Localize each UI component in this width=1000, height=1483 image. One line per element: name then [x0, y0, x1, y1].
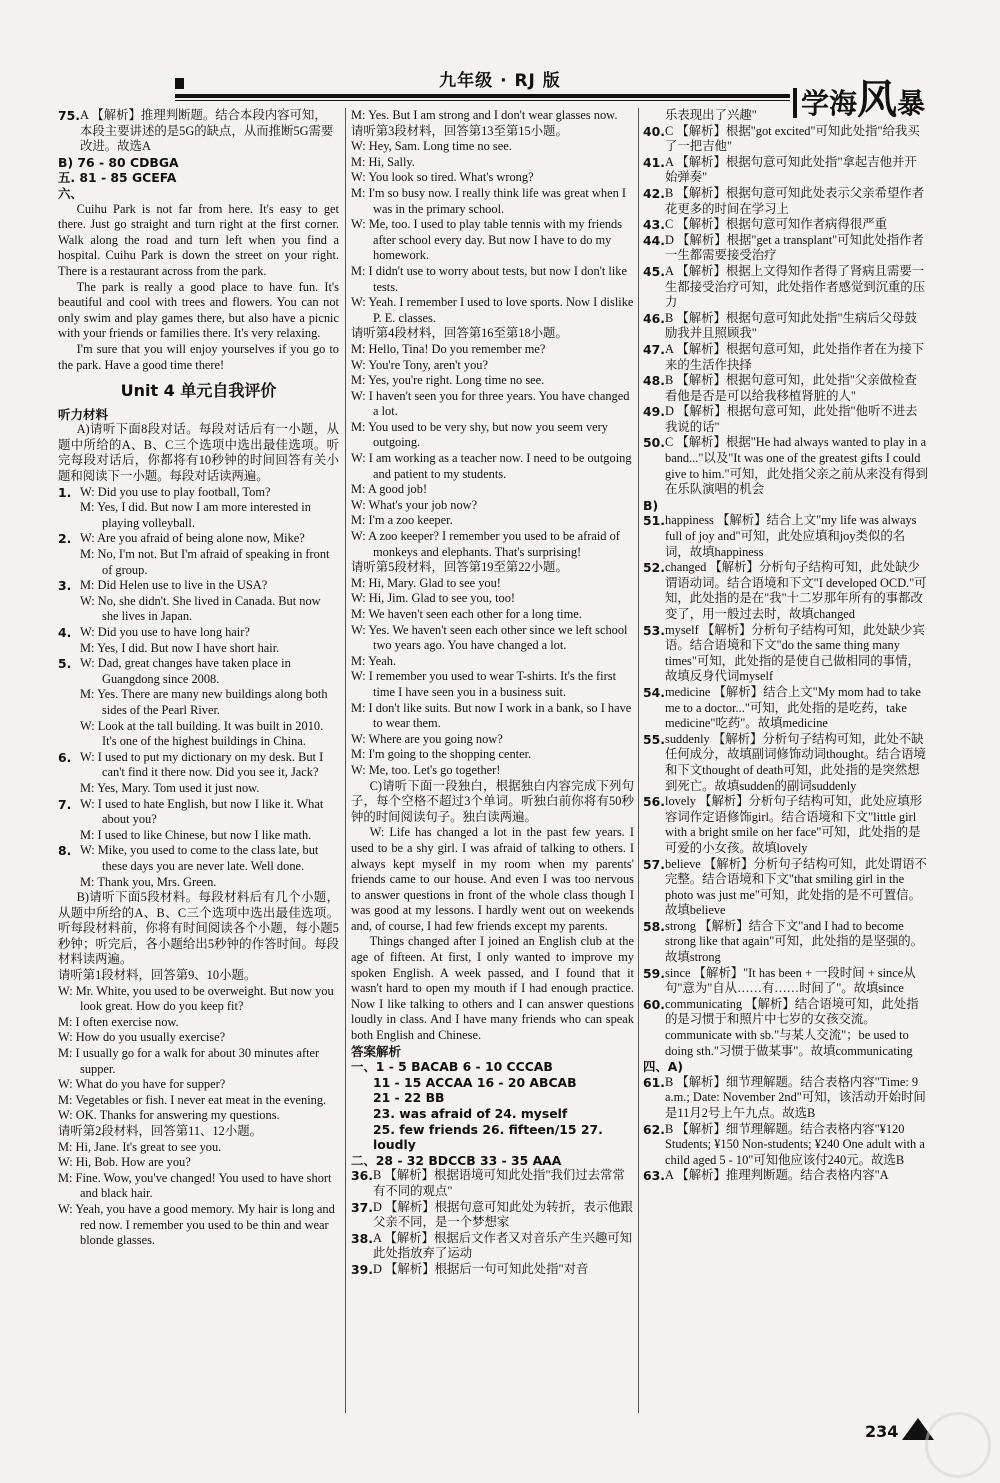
answers-heading: 答案解析	[351, 1043, 402, 1059]
dialog-body	[80, 531, 339, 578]
explanation-text: C 【解析】根据"He had always wanted to play in a band..."以及"It was one of the greatest gifts I could give to him."可知，此处指父亲之前从来没有得到在乐队演唱的机会	[665, 435, 928, 497]
explanation-item	[643, 404, 928, 435]
section-c-instructions: C)请听下面一段独白，根据独白内容完成下列句子，每个空格不超过3个单词。听独白前你将有50秒钟的时间阅读句子。独白读两遍。	[351, 778, 634, 824]
question-number: 59.	[643, 965, 665, 981]
monologue-paragraph: Things changed after I joined an English club at the age of fifteen. At first, I only wanted to improve my spoken English. A week passed, and I found that it wasn't hard to open my mouth if I had enough practice. Now I like talking to others and I can answer questions loudly in class. And I have many friends who can speak both English and Chinese.	[351, 934, 634, 1043]
explanation-text: A 【解析】根据句意可知，此处指作者在为接下来的生活作抉择	[665, 341, 925, 372]
explanation-text: strong 【解析】结合下文"and I had to become strong like that again"可知，此处指的是坚强的。故填strong	[665, 918, 924, 965]
answer-line-b: B) 76 - 80 CDBGA	[58, 154, 179, 170]
explanation-item	[643, 857, 928, 919]
section-a-instructions: A)请听下面8段对话。每段对话后有一小题，从题中所给的A、B、C三个选项中选出最佳选项。听完每段对话后，你都将有10秒钟的时间回答有关小题和阅读下一小题。每段对话读两遍。	[58, 422, 339, 484]
question-number: 48.	[643, 373, 665, 389]
unit-title: Unit 4 单元自我评价	[120, 381, 277, 401]
header-rule	[175, 94, 790, 98]
material-heading: 请听第2段材料，回答第11、12小题。	[58, 1124, 262, 1138]
question-number: 42.	[643, 185, 665, 201]
dialog-body	[80, 750, 339, 797]
answer-line: 二、28 - 32 BDCCB 33 - 35 AAA	[351, 1152, 562, 1168]
explanation-item	[643, 794, 928, 856]
explanation-text: B 【解析】根据句意可知此处指"生病后父母鼓励我并且照顾我"	[665, 310, 917, 341]
dialog-line: M: Hi, Sally.	[351, 154, 415, 169]
dialog-line: M: I'm going to the shopping center.	[351, 747, 532, 762]
dialog-item	[58, 578, 339, 625]
answer-line: 一、1 - 5 BACAB 6 - 10 CCCAB	[351, 1059, 553, 1075]
header-rule-thin	[175, 100, 790, 101]
question-number: 57.	[643, 856, 665, 872]
column-divider-1	[345, 108, 346, 1413]
dialog-list	[58, 485, 339, 890]
explanation-text: A 【解析】推理判断题。结合表格内容"A	[665, 1168, 889, 1183]
essay-paragraph: I'm sure that you will enjoy yourselves if you go to the park. Have a good time there!	[58, 341, 339, 372]
material-5-lines	[351, 576, 634, 779]
dialog-line: W: Hi, Bob. How are you?	[58, 1155, 191, 1170]
explanation-item	[643, 997, 928, 1059]
dialog-line: W: Mike, you used to come to the class late, but these days you are never late. Well done.	[80, 843, 319, 873]
column-divider-2	[638, 108, 639, 1413]
brand-text-left: 学海	[801, 87, 858, 120]
dialog-line: M: We haven't seen each other for a long time.	[351, 607, 582, 621]
answer-line: 23. was afraid of 24. myself	[373, 1106, 568, 1121]
dialog-item	[58, 656, 339, 750]
listening-heading: 听力材料	[58, 406, 109, 422]
explanation-item	[643, 155, 928, 186]
dialog-item	[58, 625, 339, 656]
monologue-paragraph: W: Life has changed a lot in the past few years. I used to be a shy girl. I was afraid of talking to others. I always kept myself in my room when my parents' friends came to our house. And even I was too nervous to answer questions in front of the whole class though I was good at my lessons. I hardly went out on weekends and, of course, I had few friends except my parents.	[351, 825, 634, 933]
dialog-line: W: How do you usually exercise?	[58, 1030, 226, 1045]
material-3-lines	[351, 139, 634, 326]
dialog-line: W: Me, too. Let's go together!	[351, 762, 501, 777]
dialog-line: M: You used to be very shy, but now you seem very outgoing.	[351, 419, 608, 450]
explanation-item	[643, 623, 928, 685]
dialog-line: M: No, I'm not. But I'm afraid of speaking in front of group.	[80, 547, 330, 577]
dialog-line: W: Hey, Sam. Long time no see.	[351, 139, 512, 154]
question-number: 36.	[351, 1168, 373, 1184]
dialog-line: W: Are you afraid of being alone now, Mike?	[80, 531, 305, 546]
explanation-item	[643, 264, 928, 311]
material-2-continued	[351, 108, 634, 124]
question-number: 50.	[643, 435, 665, 451]
fill-explanations	[643, 513, 928, 1059]
explanation-text: A 【解析】根据后文作者又对音乐产生兴趣可知此处指放弃了运动	[373, 1230, 633, 1261]
material-heading: 请听第3段材料，回答第13至第15小题。	[351, 123, 568, 138]
explanation-item	[643, 342, 928, 373]
watermark-seal	[925, 1412, 991, 1478]
dialog-number: 1.	[58, 484, 72, 500]
explanation-item	[643, 186, 928, 217]
dialog-body	[80, 625, 339, 656]
dialog-line: W: Me, too. I used to play table tennis with my friends after school every day. But now I have to do my homework.	[351, 217, 623, 263]
dialog-line: W: A zoo keeper? I remember you used to be afraid of monkeys and elephants. That's surprising!	[351, 529, 620, 559]
explanation-text: communicating 【解析】结合语境可知，此处指的是习惯于和照片中七岁的女孩交流。communicate with sb."与某人交流"；be used to doing sth."习惯于做某事"。故填communicating	[665, 996, 919, 1058]
dialog-line: M: Did Helen use to live in the USA?	[80, 578, 268, 593]
material-2-lines	[58, 1140, 339, 1249]
dialog-line: M: I often exercise now.	[58, 1014, 179, 1029]
dialog-number: 4.	[58, 625, 72, 640]
dialog-line: W: No, she didn't. She lived in Canada. But now she lives in Japan.	[80, 593, 321, 624]
question-number: 55.	[643, 731, 665, 747]
dialog-line: W: What do you have for supper?	[58, 1077, 226, 1092]
dialog-line: M: Yeah.	[351, 653, 397, 668]
dialog-line: M: Thank you, Mrs. Green.	[80, 874, 217, 889]
question-number: 45.	[643, 263, 665, 279]
dialog-line: M: Fine. Wow, you've changed! You used to have short and black hair.	[58, 1170, 332, 1201]
explanation-item	[643, 685, 928, 732]
dialog-line: M: Hello, Tina! Do you remember me?	[351, 341, 546, 356]
explanation-item	[643, 373, 928, 404]
essay-paragraph: The park is really a good place to have fun. It's beautiful and cool with trees and flowers. You can not only swim and play games there, but also have a picnic with your friends or families there. It's very relaxing.	[58, 279, 339, 341]
explanation-item	[643, 513, 928, 560]
dialog-item	[58, 843, 339, 890]
dialog-line: M: Vegetables or fish. I never eat meat in the evening.	[58, 1092, 327, 1107]
explanation-text: A 【解析】根据句意可知此处指"拿起吉他并开始弹奏"	[665, 154, 917, 185]
dialog-line: W: You look so tired. What's wrong?	[351, 170, 534, 185]
section-si-label: 四、A)	[643, 1059, 684, 1075]
dialog-line: W: OK. Thanks for answering my questions.	[58, 1108, 280, 1123]
question-number: 43.	[643, 217, 665, 233]
header-title: 九年级 · RJ 版	[439, 71, 561, 91]
brand-text-big: 风	[857, 76, 898, 123]
dialog-line: W: Yeah, you have a good memory. My hair is long and red now. I remember you used to be thin and wear blonde glasses.	[58, 1201, 335, 1248]
explanation-item	[643, 124, 928, 155]
dialog-body	[80, 485, 339, 532]
dialog-body	[80, 843, 339, 890]
dialog-number: 7.	[58, 796, 72, 812]
question-number: 61.	[643, 1074, 665, 1090]
middle-explanations	[351, 1168, 634, 1277]
dialog-body	[80, 656, 339, 750]
explanation-item	[643, 435, 928, 497]
explanation-item	[643, 732, 928, 794]
explanation-item	[351, 1262, 634, 1278]
dialog-line: W: I remember you used to wear T-shirts. It's the first time I have seen you in a business suit.	[351, 669, 617, 699]
material-4-lines	[351, 342, 634, 560]
explanation-text: D 【解析】根据句意可知此处为转折，表示他跟父亲不同，是一个梦想家	[373, 1199, 633, 1230]
dialog-line: W: Yeah. I remember I used to love sports. Now I dislike P. E. classes.	[351, 295, 634, 325]
section-b-label: B)	[643, 497, 659, 513]
dialog-line: M: Yes, Mary. Tom used it just now.	[80, 780, 260, 795]
brand-logo	[793, 68, 993, 123]
question-explanation: A 【解析】推理判断题。结合本段内容可知，本段主要讲述的是5G的缺点，从而推断5G需要改进。故选A	[80, 108, 334, 154]
brand-text-right: 暴	[897, 87, 926, 120]
reading-explanations	[643, 1075, 928, 1184]
explanation-text: B 【解析】细节理解题。结合表格内容"Time: 9 a.m.; Date: November 2nd"可知，该活动开始时间是11月2号上午九点。故选B	[665, 1074, 926, 1120]
explanation-text: D 【解析】根据句意可知，此处指"他听不进去我说的话"	[665, 404, 918, 434]
dialog-item	[58, 750, 339, 797]
dialog-item	[58, 797, 339, 844]
question-number: 54.	[643, 684, 665, 700]
middle-column	[351, 108, 634, 1278]
explanation-item	[643, 311, 928, 342]
dialog-line: M: I don't like suits. But now I work in a bank, so I have to wear them.	[351, 700, 632, 731]
explanation-text: medicine 【解析】结合上文"My mom had to take me to a doctor..."可知，此处指的是吃药，take medicine"吃药"。故填medicine	[665, 684, 921, 731]
dialog-line: W: Look at the tall building. It was built in 2010. It's one of the highest buildings in China.	[80, 718, 324, 749]
explanation-text: C 【解析】根据句意可知作者病得很严重	[665, 217, 888, 232]
question-number: 47.	[643, 341, 665, 357]
explanation-text: B 【解析】根据语境可知此处指"我们过去常常有不同的观点"	[373, 1168, 625, 1198]
explanation-item	[643, 217, 928, 233]
section-liu: 六、	[58, 185, 83, 201]
continued-text: 乐表现出了兴趣"	[665, 108, 757, 122]
answer-line: 25. few friends 26. fifteen/15 27. loudly	[373, 1121, 603, 1153]
section-b-instructions: B)请听下面5段材料。每段材料后有几个小题，从题中所给的A、B、C三个选项中选出最佳选项。听每段材料前，你将有时间阅读各个小题，每小题5秒钟；听完后，各小题给出5秒钟的作答时间。每段材料读两遍。	[58, 890, 339, 967]
question-number: 51.	[643, 513, 665, 529]
explanation-item	[643, 966, 928, 997]
question-number: 49.	[643, 404, 665, 420]
explanation-item	[643, 1168, 928, 1184]
explanation-item	[351, 1231, 634, 1262]
question-number: 46.	[643, 310, 665, 326]
dialog-line: W: Mr. White, you used to be overweight. But now you look great. How do you keep fit?	[58, 983, 334, 1014]
question-number: 75.	[58, 108, 80, 123]
question-number: 44.	[643, 232, 665, 248]
dialog-line: M: Yes, I did. But now I am more interested in playing volleyball.	[80, 500, 311, 530]
question-number: 40.	[643, 123, 665, 139]
explanation-text: B 【解析】根据句意可知，此处指"父亲做检查看他是否是可以给我移植肾脏的人"	[665, 373, 917, 403]
explanation-text: changed 【解析】分析句子结构可知，此处缺少谓语动词。结合语境和下文"I developed OCD."可知，此处指的是在"我"十二岁那年所有的事都改变了，用一般过去时，故填changed	[665, 560, 927, 621]
explanation-text: D 【解析】根据"get a transplant"可知此处指作者一生都需要接受治疗	[665, 232, 924, 263]
dialog-line: M: I didn't use to worry about tests, but now I don't like tests.	[351, 263, 628, 294]
dialog-line: W: Yes. We haven't seen each other since we left school two years ago. You have changed a lot.	[351, 622, 628, 653]
material-1-lines	[58, 984, 339, 1124]
dialog-number: 3.	[58, 578, 72, 594]
dialog-body	[80, 797, 339, 844]
explanation-item	[351, 1200, 634, 1231]
explanation-text: happiness 【解析】结合上文"my life was always full of joy and"可知，此处应填和joy类似的名词，故填happiness	[665, 513, 917, 559]
question-number: 56.	[643, 794, 665, 810]
dialog-line: W: Did you use to have long hair?	[80, 625, 250, 639]
answer-line: 21 - 22 BB	[373, 1090, 445, 1106]
dialog-body	[80, 578, 339, 625]
dialog-line: W: I used to put my dictionary on my desk. But I can't find it there now. Did you see it, Jack?	[80, 749, 324, 780]
material-heading: 请听第1段材料，回答第9、10小题。	[58, 968, 257, 983]
dialog-line: W: Where are you going now?	[351, 731, 503, 746]
question-number: 38.	[351, 1230, 373, 1246]
explanation-text: lovely 【解析】分析句子结构可知，此处应填形容词作定语修饰girl。结合语境和下文"little girl with a bright smile on her face"可知，此处指的是可爱的小女孩。故填lovely	[665, 794, 923, 855]
explanation-item	[643, 560, 928, 622]
dialog-line: W: What's your job now?	[351, 497, 478, 512]
dialog-line: M: Yes, you're right. Long time no see.	[351, 373, 545, 388]
explanation-item	[351, 1168, 634, 1199]
question-number: 37.	[351, 1199, 373, 1215]
dialog-line: M: Hi, Jane. It's great to see you.	[58, 1139, 222, 1154]
essay-paragraph: Cuihu Park is not far from here. It's easy to get there. Just go straight and turn right at the first corner. Walk along the road and turn left when you find a hospital. Cuihu Park is down the street on your right. There is a restaurant across from the park.	[58, 201, 339, 278]
dialog-number: 5.	[58, 656, 72, 672]
explanation-text: D 【解析】根据后一句可知此处指"对音	[373, 1261, 589, 1276]
dialog-line: M: I usually go for a walk for about 30 minutes after supper.	[58, 1046, 320, 1076]
question-number: 63.	[643, 1168, 665, 1184]
dialog-number: 6.	[58, 749, 72, 765]
explanation-item	[643, 1075, 928, 1122]
explanation-text: C 【解析】根据"got excited"可知此处指"给我买了一把吉他"	[665, 123, 920, 154]
dialog-line: M: Yes, I did. But now I have short hair.	[80, 640, 280, 655]
explanation-item	[643, 233, 928, 264]
dialog-number: 2.	[58, 531, 72, 547]
dialog-item	[58, 485, 339, 532]
question-number: 39.	[351, 1261, 373, 1277]
dialog-line: W: I used to hate English, but now I like it. What about you?	[80, 796, 324, 827]
dialog-line: M: A good job!	[351, 482, 428, 497]
dialog-line: M: I used to like Chinese, but now I like math.	[80, 827, 312, 842]
dialog-line: W: I haven't seen you for three years. You have changed a lot.	[351, 388, 630, 419]
dialog-line: W: Dad, great changes have taken place in Guangdong since 2008.	[80, 656, 291, 686]
question-number: 62.	[643, 1121, 665, 1137]
dialog-number: 8.	[58, 843, 72, 859]
dialog-line: M: I'm a zoo keeper.	[351, 513, 453, 528]
question-number: 52.	[643, 560, 665, 576]
material-heading: 请听第5段材料，回答第19至第22小题。	[351, 560, 568, 575]
right-explanations	[643, 124, 928, 498]
explanation-text: myself 【解析】分析句子结构可知，此处缺少宾语。结合语境和下文"do the same thing many times"可知，此处指的是使自己做相同的事情，故填反身代词myself	[665, 622, 925, 684]
explanation-text: B 【解析】细节理解题。结合表格内容"¥120 Students; ¥150 Non-students; ¥240 One adult with a child aged 5 - 10"可知他应该付240元。故选B	[665, 1121, 925, 1167]
answer-key	[351, 1059, 634, 1168]
question-number: 58.	[643, 918, 665, 934]
explanation-item	[643, 919, 928, 966]
dialog-line: M: I'm so busy now. I really think life was great when I was in the primary school.	[351, 185, 626, 216]
dialog-line: M: Yes. There are many new buildings along both sides of the Pearl River.	[80, 687, 328, 717]
dialog-line: W: Hi, Jim. Glad to see you, too!	[351, 591, 516, 606]
answer-line-wu: 五. 81 - 85 GCEFA	[58, 170, 177, 186]
question-number: 41.	[643, 154, 665, 170]
explanation-text: since 【解析】"It has been + 一段时间 + since从句"意为"自从……有……时间了"。故填since	[665, 965, 916, 996]
dialog-line: W: You're Tony, aren't you?	[351, 357, 489, 372]
explanation-item	[643, 1122, 928, 1169]
explanation-text: believe 【解析】分析句子结构可知，此处谓语不完整。结合语境和下文"that smiling girl in the photo was just me"可知，此处指的是不可置信。故填believe	[665, 856, 927, 918]
dialog-line: M: Hi, Mary. Glad to see you!	[351, 575, 501, 590]
dialog-line: M: Yes. But I am strong and I don't wear glasses now.	[351, 108, 618, 122]
question-number: 53.	[643, 622, 665, 638]
explanation-text: suddenly 【解析】分析句子结构可知，此处不缺任何成分，故填副词修饰动词thought。结合语境和下文thought of death可知，此处指的是突然想到死亡。故填sudden的副词suddenly	[665, 731, 926, 793]
question-75	[58, 108, 339, 155]
explanation-text: A 【解析】根据上文得知作者得了肾病且需要一生都接受治疗可知，此处指作者感觉到沉重的压力	[665, 263, 926, 310]
explanation-text: B 【解析】根据句意可知此处表示父亲希望作者花更多的时间在学习上	[665, 185, 925, 216]
dialog-line: W: I am working as a teacher now. I need to be outgoing and patient to my students.	[351, 451, 632, 481]
left-column	[58, 108, 339, 1249]
question-number: 60.	[643, 996, 665, 1012]
material-heading: 请听第4段材料，回答第16至第18小题。	[351, 326, 568, 341]
dialog-line: W: Did you use to play football, Tom?	[80, 484, 271, 499]
answer-line: 11 - 15 ACCAA 16 - 20 ABCAB	[373, 1074, 577, 1090]
page-number: 234	[865, 1422, 899, 1441]
dialog-item	[58, 531, 339, 578]
right-column	[643, 108, 928, 1184]
